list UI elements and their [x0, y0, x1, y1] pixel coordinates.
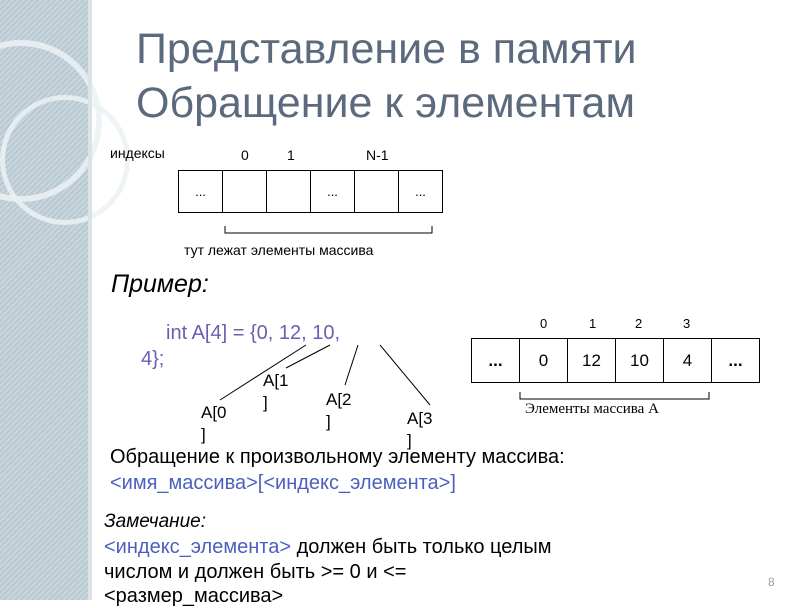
example-elements-caption: Элементы массива А [525, 401, 659, 417]
page-number: 8 [768, 575, 775, 589]
index-label: 0 [241, 147, 249, 163]
note-index-placeholder: <индекс_элемента> [104, 536, 292, 558]
memory-cell: ... [398, 170, 443, 213]
title-line-2: Обращение к элементам [136, 79, 636, 127]
index-label: N-1 [366, 147, 389, 163]
memory-cell: ... [711, 338, 760, 383]
index-label: 3 [683, 316, 691, 331]
access-description: Обращение к произвольному элементу массива: [110, 446, 565, 468]
memory-cell: 10 [615, 338, 664, 383]
array-elements-caption: тут лежат элементы массива [184, 242, 374, 258]
index-label: 2 [635, 316, 643, 331]
element-label-a0: A[0 ] [201, 403, 227, 444]
note-title: Замечание: [104, 511, 207, 532]
indices-label: индексы [110, 145, 165, 161]
element-label-a3: A[3 ] [407, 409, 433, 450]
note-line-3: <размер_массива> [104, 585, 284, 607]
memory-cell: 4 [663, 338, 712, 383]
memory-cell: ... [178, 170, 223, 213]
example-heading: Пример: [111, 270, 209, 298]
access-syntax: <имя_массива>[<индекс_элемента>] [110, 472, 456, 494]
memory-cell: 12 [567, 338, 616, 383]
element-label-a2: A[2 ] [326, 390, 352, 431]
memory-cell: 0 [519, 338, 568, 383]
memory-cell: ... [310, 170, 355, 213]
code-line: 4}; [141, 348, 165, 370]
element-label-a1: A[1 ] [263, 371, 289, 412]
title-line-1: Представление в памяти [136, 25, 637, 73]
note-line-2: числом и должен быть >= 0 и <= [104, 561, 407, 583]
code-line: int A[4] = {0, 12, 10, [166, 322, 341, 344]
index-label: 0 [540, 316, 548, 331]
memory-cell: ... [471, 338, 520, 383]
note-line-1 [104, 536, 552, 559]
index-label: 1 [589, 316, 597, 331]
note-line-1-text: должен быть только целым [291, 536, 552, 558]
index-label: 1 [287, 147, 295, 163]
